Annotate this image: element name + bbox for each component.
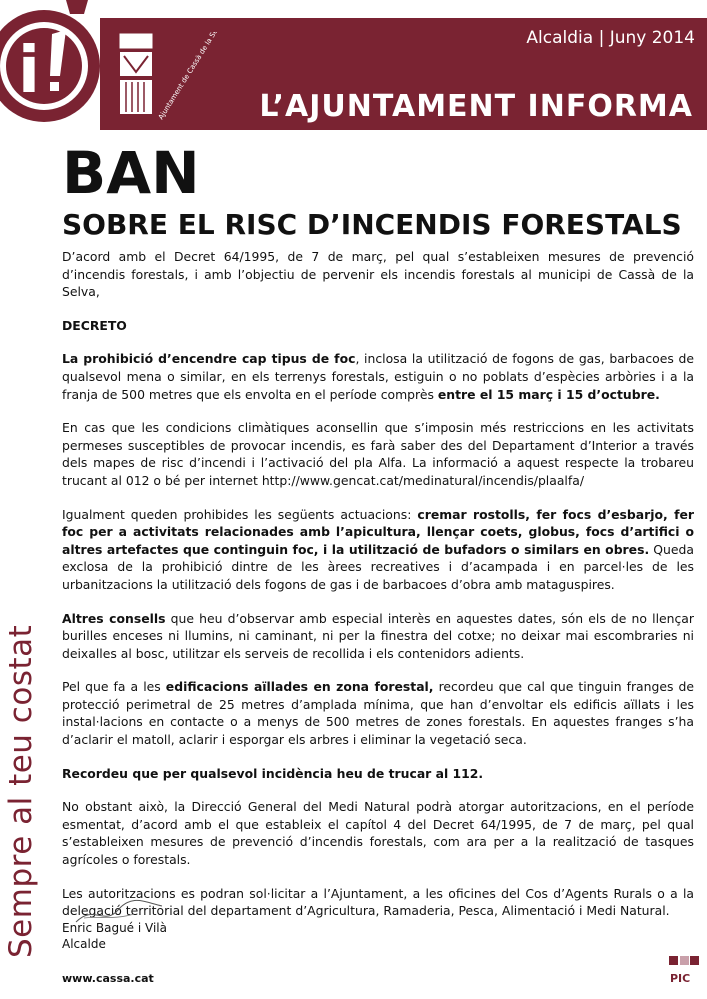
advice-bold: Altres consells (62, 610, 166, 626)
actions-intro: Igualment queden prohibides les següents actuacions: (62, 506, 418, 522)
paragraph-isolated-buildings (62, 678, 694, 748)
intro-paragraph: D’acord amb el Decret 64/1995, de 7 de març, pel qual s’estableixen mesures de prevenció d’incendis forestals, i amb l’objectiu de pervenir els incendis forestals al municipi de Cassà de la Selva, (62, 249, 694, 300)
paragraph-authorizations: No obstant això, la Direcció General del Medi Natural podrà atorgar autoritzacions, en el període esmentat, d’acord amb el que estableix el capítol 4 del Decret 64/1995, de 7 de març, pel qual s’estableixen mesures de prevenció d’incendis forestals, com ara per a la realització de tasques agrícoles o forestals. (62, 799, 694, 868)
svg-text:i: i (18, 34, 40, 108)
actions-bold: cremar rostolls, fer focs d’esbarjo, fer foc per a activitats relacionades amb l’apicultura, llençar coets, globus, focs d’artifici o altres artefactes que continguin foc, i la utilització de bufadors o similars en obres. (62, 506, 695, 557)
paragraph-prohibited-actions (62, 506, 694, 594)
prohibition-dates: entre el 15 març i 15 d’octubre. (437, 386, 660, 402)
signer-name: Enric Bagué i Vilà (62, 921, 167, 935)
paragraph-advice (62, 610, 694, 663)
side-slogan-bar (0, 140, 44, 999)
pic-logo-text: PIC (670, 972, 691, 985)
info-logo (0, 0, 100, 124)
advice-text: que heu d’observar amb especial interès en aquestes dates, són els de no llençar burilles enceses ni llumins, ni caminant, ni per la finestra del cotxe; no deixar mai escombraries ni deixalles al bosc, utilitzar els serveis de recollida i els contenidors adients. (62, 610, 694, 661)
document-body (62, 139, 695, 936)
footer-url[interactable]: www.cassa.cat (62, 972, 154, 985)
banner-title: L’AJUNTAMENT INFORMA (259, 89, 693, 124)
prohibition-bold: La prohibició d’encendre cap tipus de foc (62, 351, 356, 367)
decree-label: DECRETO (62, 317, 127, 333)
buildings-text: recordeu que cal que tinguin franges de protecció perimetral de 25 metres d’amplada mínima, que han d’envoltar els edificis aïllats i les instal·lacions en contacte o a menys de 500 metres de zones forestals. En aquestes franges s’ha d’aclarir el matoll, aclarir i esporgar els arbres i eliminar la vegetació seca. (62, 679, 694, 748)
crest-caption-text: Ajuntament de Cassà de la Selva (156, 32, 226, 122)
side-slogan: Sempre al teu costat (3, 624, 39, 958)
emergency-reminder: Recordeu que per qualsevol incidència heu de trucar al 112. (62, 765, 484, 781)
document-subtitle: SOBRE EL RISC D’INCENDIS FORESTALS (62, 208, 682, 241)
paragraph-prohibition (62, 350, 694, 403)
paragraph-climate: En cas que les condicions climàtiques aconsellin que s’imposin més restriccions en les activitats permeses susceptibles de provocar incendis, es farà saber des del Departament d’Interior a través dels mapes de risc d’incendi i l’activació del pla Alfa. La informació a aquest respecte la trobareu trucant al 012 o bé per internet http://www.gencat.cat/medinatural/incendis/plaalfa/ (62, 420, 694, 488)
header (0, 0, 707, 140)
section-date: Alcaldia | Juny 2014 (526, 28, 695, 48)
document-title: BAN (62, 139, 200, 207)
signature-block (62, 920, 167, 952)
pic-logo-icon (669, 956, 699, 986)
prohibition-text: , inclosa la utilització de fogons de gas, barbacoes de qualsevol mena o similar, en els terrenys forestals, estiguin o no poblats d’espècies arbòries i a la franja de 500 metres que els envolta en el període comprès (62, 351, 694, 402)
actions-exclusion: Queda exclosa de la prohibició dintre de les àrees recreatives i d’acampada i en parcel·les de les urbanitzacions la utilització dels fogons de gas i de barbacoes d’obra amb mataguspires. (62, 541, 694, 592)
buildings-intro: Pel que fa a les (62, 679, 166, 695)
paragraph-requests: Les autoritzacions es podran sol·licitar a l’Ajuntament, a les oficines del Cos d’Agents Rurals o a la delegació territorial del departament d’Agricultura, Ramaderia, Pesca, Alimentació i Medi Natural. (62, 885, 694, 919)
buildings-bold: edificacions aïllades en zona forestal, (165, 679, 434, 695)
signer-role: Alcalde (62, 937, 106, 951)
crest-caption (148, 32, 248, 132)
